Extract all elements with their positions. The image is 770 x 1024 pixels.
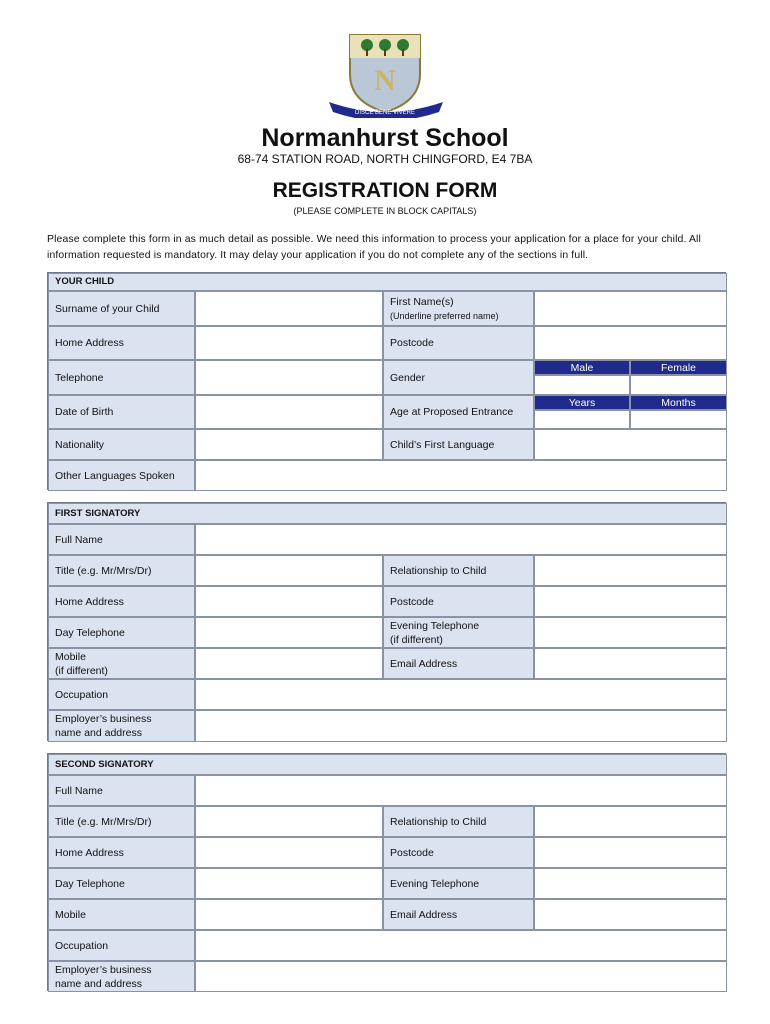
surname-field[interactable] [195, 291, 383, 326]
home-address-label: Home Address [48, 326, 195, 360]
months-heading: Months [630, 395, 727, 410]
postcode-label: Postcode [383, 837, 534, 868]
male-heading: Male [534, 360, 630, 375]
email-label: Email Address [383, 648, 534, 679]
school-address: 68-74 STATION ROAD, NORTH CHINGFORD, E4 7BA [237, 152, 533, 166]
school-crest [327, 32, 445, 118]
evening-telephone-note: (if different) [390, 633, 443, 646]
school-name: Normanhurst School [261, 124, 509, 152]
first-language-field[interactable] [534, 429, 727, 460]
postcode-field[interactable] [534, 586, 727, 617]
employer-label-cell [48, 710, 195, 742]
day-telephone-field[interactable] [195, 868, 383, 899]
home-address-label: Home Address [48, 837, 195, 868]
nationality-field[interactable] [195, 429, 383, 460]
dob-label: Date of Birth [48, 395, 195, 429]
full-name-label: Full Name [48, 524, 195, 555]
relationship-field[interactable] [534, 555, 727, 586]
first-names-label-cell [383, 291, 534, 326]
email-field[interactable] [534, 899, 727, 930]
email-field[interactable] [534, 648, 727, 679]
gender-label: Gender [383, 360, 534, 395]
occupation-label: Occupation [48, 679, 195, 710]
occupation-label: Occupation [48, 930, 195, 961]
home-address-field[interactable] [195, 837, 383, 868]
email-label: Email Address [383, 899, 534, 930]
male-field[interactable] [534, 375, 630, 395]
evening-telephone-field[interactable] [534, 617, 727, 648]
employer-label-line1: Employer’s business [55, 713, 152, 725]
female-field[interactable] [630, 375, 727, 395]
employer-label-line2: name and address [55, 977, 142, 990]
surname-label: Surname of your Child [48, 291, 195, 326]
employer-label-cell [48, 961, 195, 992]
full-name-field[interactable] [195, 524, 727, 555]
postcode-label: Postcode [383, 326, 534, 360]
first-names-label: First Name(s) [390, 295, 454, 308]
evening-telephone-label: Evening Telephone [390, 619, 480, 632]
day-telephone-field[interactable] [195, 617, 383, 648]
home-address-label: Home Address [48, 586, 195, 617]
first-signatory-section [47, 502, 726, 741]
title-field[interactable] [195, 555, 383, 586]
full-name-field[interactable] [195, 775, 727, 806]
other-languages-field[interactable] [195, 460, 727, 491]
mobile-label: Mobile [55, 650, 86, 663]
employer-field[interactable] [195, 961, 727, 992]
employer-field[interactable] [195, 710, 727, 742]
form-subtitle: (PLEASE COMPLETE IN BLOCK CAPITALS) [293, 206, 477, 216]
occupation-field[interactable] [195, 679, 727, 710]
telephone-label: Telephone [48, 360, 195, 395]
mobile-note: (if different) [55, 664, 108, 677]
title-label: Title (e.g. Mr/Mrs/Dr) [48, 555, 195, 586]
title-label: Title (e.g. Mr/Mrs/Dr) [48, 806, 195, 837]
telephone-field[interactable] [195, 360, 383, 395]
section-heading: SECOND SIGNATORY [48, 754, 727, 775]
years-heading: Years [534, 395, 630, 410]
mobile-label-cell [48, 648, 195, 679]
postcode-label: Postcode [383, 586, 534, 617]
your-child-section [47, 272, 726, 490]
day-telephone-label: Day Telephone [48, 617, 195, 648]
employer-label-line1: Employer’s business [55, 963, 152, 976]
female-heading: Female [630, 360, 727, 375]
evening-telephone-label: Evening Telephone [383, 868, 534, 899]
occupation-field[interactable] [195, 930, 727, 961]
full-name-label: Full Name [48, 775, 195, 806]
crest-motto: DISCE BENE VIVERE [354, 110, 416, 116]
home-address-field[interactable] [195, 326, 383, 360]
section-heading: YOUR CHILD [48, 273, 727, 291]
first-names-field[interactable] [534, 291, 727, 326]
home-address-field[interactable] [195, 586, 383, 617]
postcode-field[interactable] [534, 837, 727, 868]
day-telephone-label: Day Telephone [48, 868, 195, 899]
evening-telephone-label-cell [383, 617, 534, 648]
other-languages-label: Other Languages Spoken [48, 460, 195, 491]
months-field[interactable] [630, 410, 727, 429]
employer-label-line2: name and address [55, 727, 142, 739]
mobile-field[interactable] [195, 899, 383, 930]
relationship-label: Relationship to Child [383, 555, 534, 586]
mobile-label: Mobile [48, 899, 195, 930]
postcode-field[interactable] [534, 326, 727, 360]
relationship-field[interactable] [534, 806, 727, 837]
form-title: REGISTRATION FORM [272, 179, 498, 202]
mobile-field[interactable] [195, 648, 383, 679]
crest-letter: N [374, 64, 396, 97]
intro-text: Please complete this form in as much detail as possible. We need this information to process your application for a place for your child. All information requested is mandatory. It may delay your application if you do not complete any of the sections in full. [47, 234, 701, 261]
section-heading: FIRST SIGNATORY [48, 503, 727, 524]
title-field[interactable] [195, 806, 383, 837]
first-language-label: Child’s First Language [383, 429, 534, 460]
nationality-label: Nationality [48, 429, 195, 460]
second-signatory-section [47, 753, 726, 991]
first-names-note: (Underline preferred name) [390, 310, 499, 321]
evening-telephone-field[interactable] [534, 868, 727, 899]
dob-field[interactable] [195, 395, 383, 429]
years-field[interactable] [534, 410, 630, 429]
age-label: Age at Proposed Entrance [383, 395, 534, 429]
relationship-label: Relationship to Child [383, 806, 534, 837]
